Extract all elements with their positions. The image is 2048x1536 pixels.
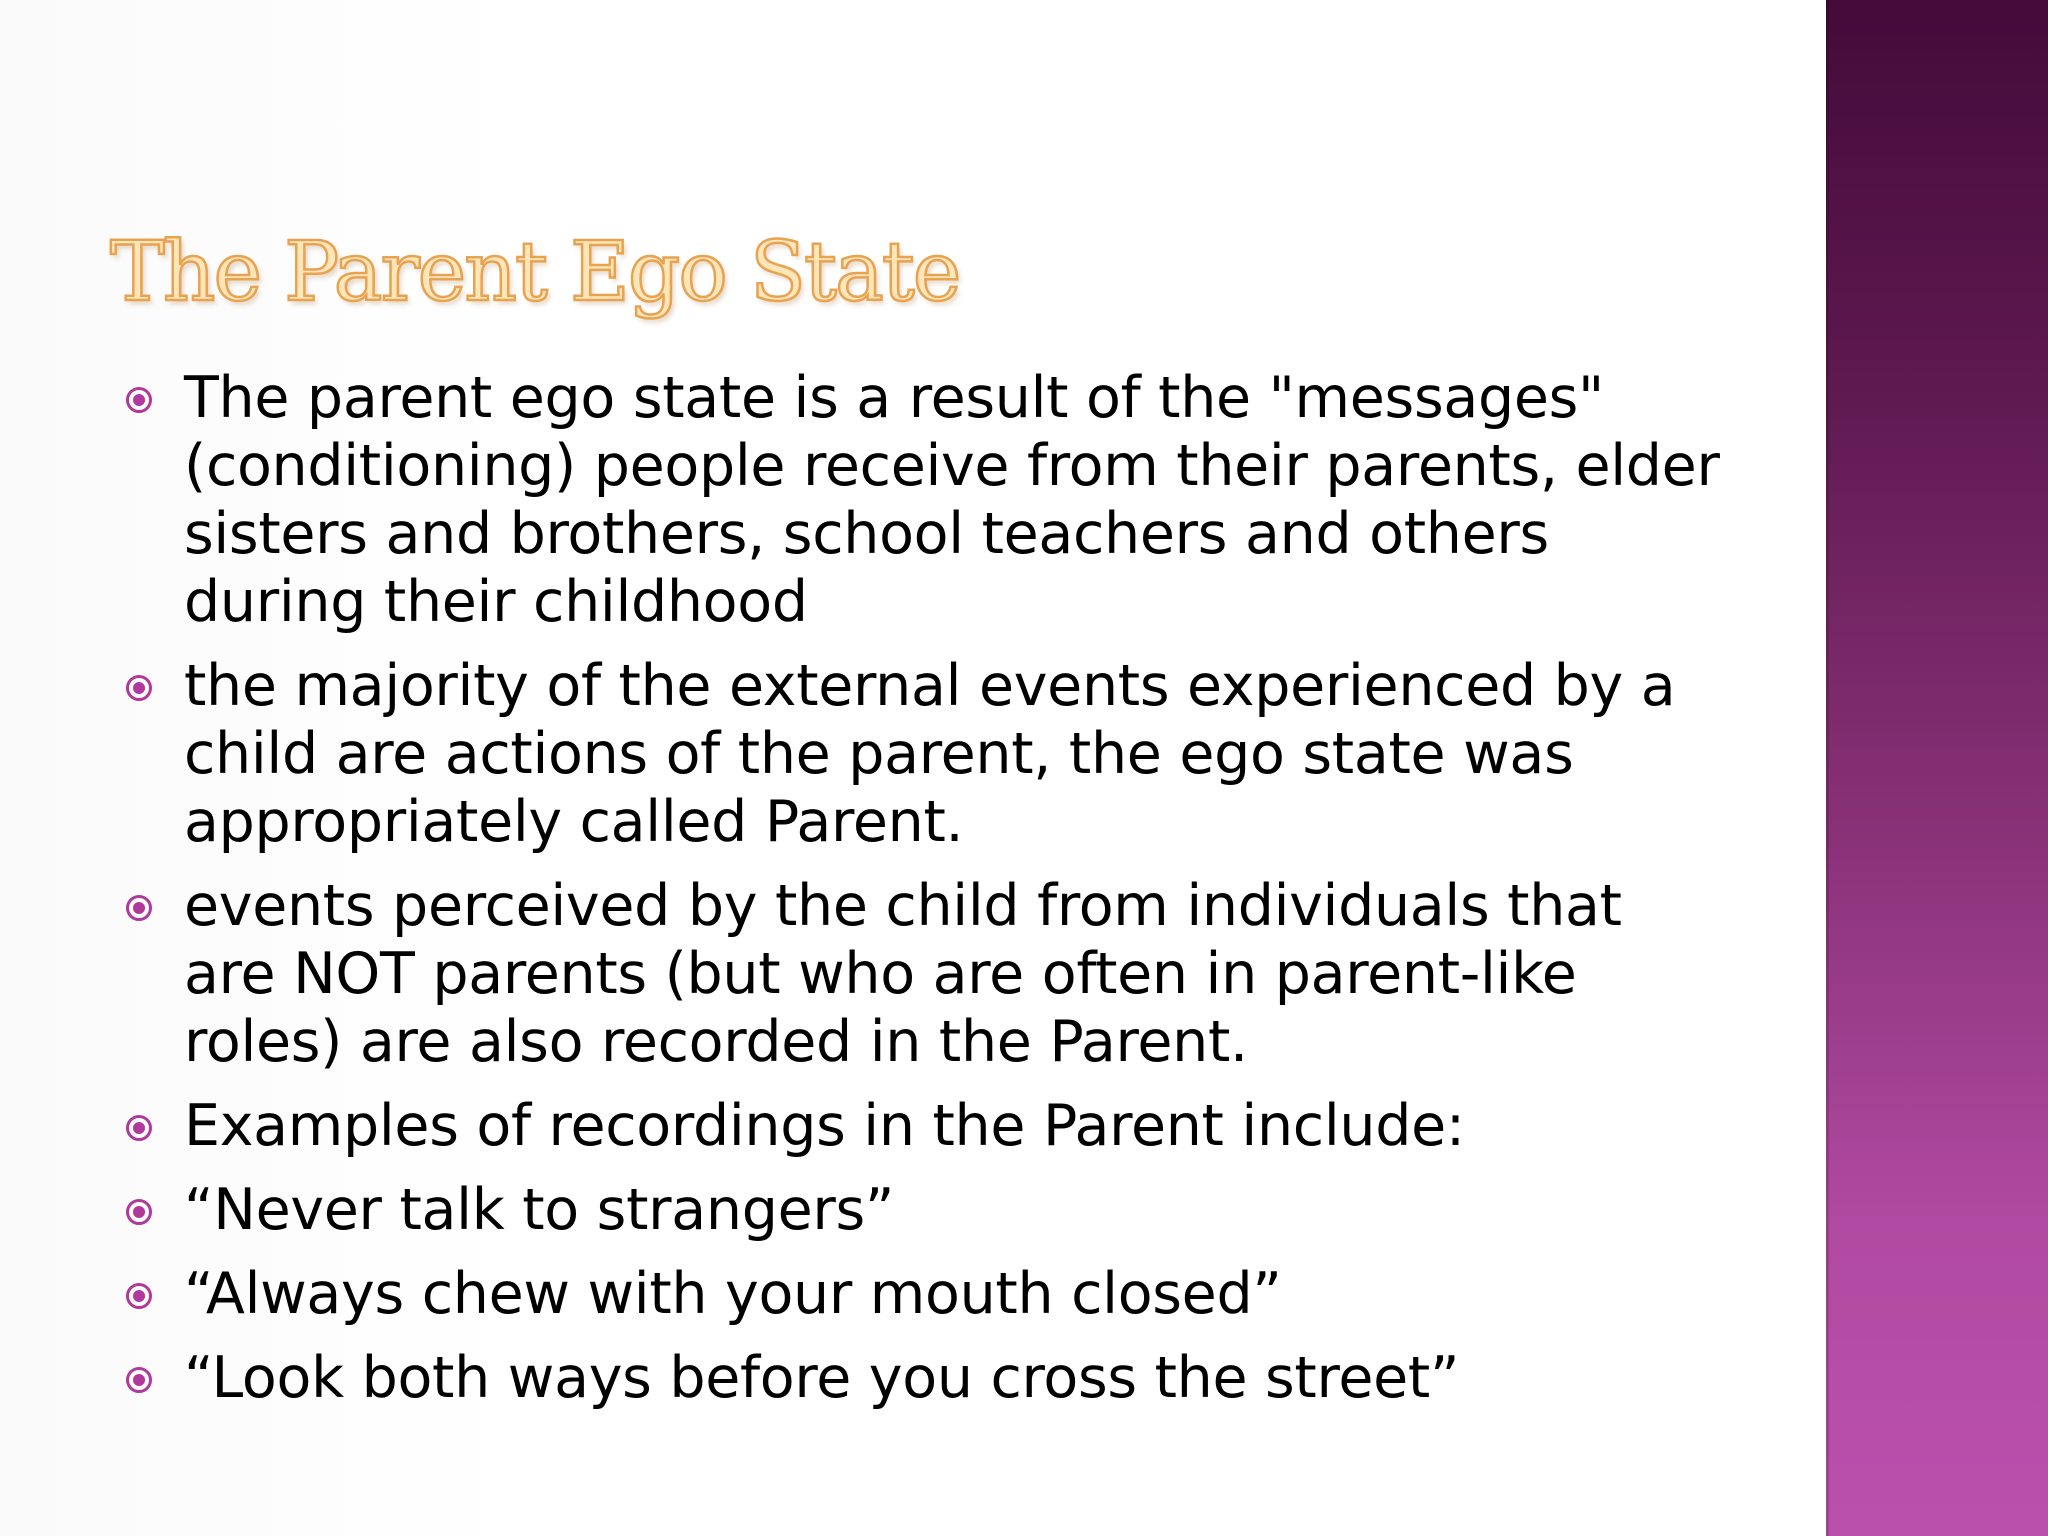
bullet-text: events perceived by the child from individuals that are NOT parents (but who are often in parent-like roles) are also recorded in the Parent.	[184, 873, 1622, 1075]
circled-dot-icon	[126, 1283, 152, 1309]
bullet-item	[120, 364, 1720, 636]
bullet-item	[120, 1344, 1720, 1412]
circled-dot-icon	[126, 675, 152, 701]
slide-title: The Parent Ego State	[110, 225, 960, 320]
side-band	[1826, 0, 2048, 1536]
bullet-item	[120, 1176, 1720, 1244]
circled-dot-icon	[126, 895, 152, 921]
bullet-text: the majority of the external events experienced by a child are actions of the parent, the ego state was appropriately called Parent.	[184, 653, 1676, 855]
bullet-text: Examples of recordings in the Parent include:	[184, 1093, 1465, 1159]
bullet-text: “Always chew with your mouth closed”	[184, 1261, 1282, 1327]
bullet-text: The parent ego state is a result of the "messages" (conditioning) people receive from their parents, elder sisters and brothers, school teachers and others during their childhood	[184, 365, 1720, 635]
bullet-list	[120, 364, 1720, 1428]
circled-dot-icon	[126, 387, 152, 413]
bullet-text: “Look both ways before you cross the street”	[184, 1345, 1460, 1411]
bullet-item	[120, 872, 1720, 1076]
circled-dot-icon	[126, 1199, 152, 1225]
bullet-item	[120, 1260, 1720, 1328]
circled-dot-icon	[126, 1115, 152, 1141]
bullet-text: “Never talk to strangers”	[184, 1177, 895, 1243]
bullet-item	[120, 1092, 1720, 1160]
circled-dot-icon	[126, 1367, 152, 1393]
bullet-item	[120, 652, 1720, 856]
